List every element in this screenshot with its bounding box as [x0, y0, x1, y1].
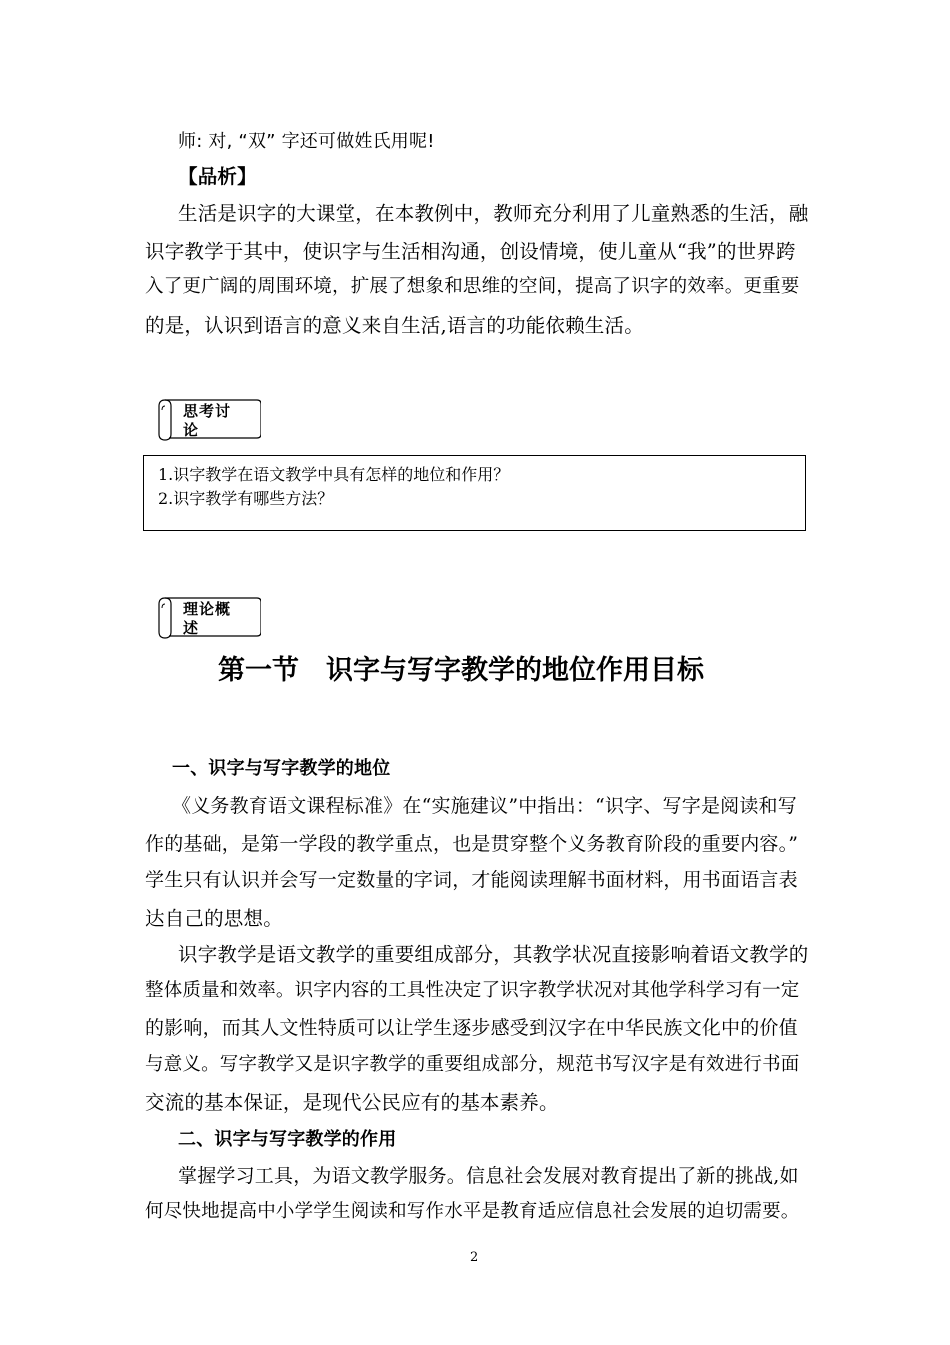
paragraph-line: 作的基础，是第一学段的教学重点，也是贯穿整个义务教育阶段的重要内容。”: [145, 833, 799, 855]
analysis-line: 的是，认识到语言的意义来自生活,语言的功能依赖生活。: [145, 314, 644, 337]
theory-label: 理论概述: [183, 600, 232, 637]
question-item: 1.识字教学在语文教学中具有怎样的地位和作用？: [158, 465, 510, 484]
page-number: 2: [470, 1250, 479, 1265]
question-item: 2.识字教学有哪些方法？: [158, 489, 334, 508]
paragraph-line: 达自己的思想。: [145, 907, 283, 930]
part1-heading: 一、识字与写字教学的地位: [172, 758, 391, 779]
analysis-line: 识字教学于其中，使识字与生活相沟通，创设情境，使儿童从“我”的世界跨: [145, 240, 796, 263]
paragraph-line: 学生只有认识并会写一定数量的字词，才能阅读理解书面材料，用书面语言表: [145, 869, 798, 891]
paragraph-line: 何尽快地提高中小学学生阅读和写作水平是教育适应信息社会发展的迫切需要。: [145, 1201, 800, 1222]
part2-heading: 二、识字与写字教学的作用: [178, 1129, 397, 1150]
paragraph-line: 交流的基本保证，是现代公民应有的基本素养。: [145, 1091, 559, 1114]
paragraph-line: 掌握学习工具，为语文教学服务。信息社会发展对教育提出了新的挑战,如: [178, 1165, 799, 1187]
questions-box: [143, 455, 806, 531]
section-title: 第一节 识字与写字教学的地位作用目标: [218, 655, 704, 686]
analysis-line: 入了更广阔的周围环境，扩展了想象和思维的空间，提高了识字的效率。更重要: [145, 276, 800, 297]
discussion-scroll-label: [157, 396, 261, 440]
theory-scroll-label: [157, 594, 261, 638]
dialogue-line: 师: 对, “双” 字还可做姓氏用呢!: [178, 131, 435, 152]
paragraph-line: 的影响，而其人文性特质可以让学生逐步感受到汉字在中华民族文化中的价值: [145, 1017, 798, 1039]
paragraph-line: 识字教学是语文教学的重要组成部分，其教学状况直接影响着语文教学的: [178, 943, 809, 966]
discussion-label: 思考讨论: [183, 402, 232, 439]
paragraph-line: 与意义。写字教学又是识字教学的重要组成部分，规范书写汉字是有效进行书面: [145, 1054, 800, 1075]
analysis-line: 生活是识字的大课堂，在本教例中，教师充分利用了儿童熟悉的生活，融: [178, 202, 809, 225]
paragraph-line: 整体质量和效率。识字内容的工具性决定了识字教学状况对其他学科学习有一定: [145, 980, 800, 1001]
analysis-heading: 【品析】: [178, 165, 257, 188]
paragraph-line: 《义务教育语文课程标准》在“实施建议”中指出：“识字、写字是阅读和写: [172, 795, 797, 817]
